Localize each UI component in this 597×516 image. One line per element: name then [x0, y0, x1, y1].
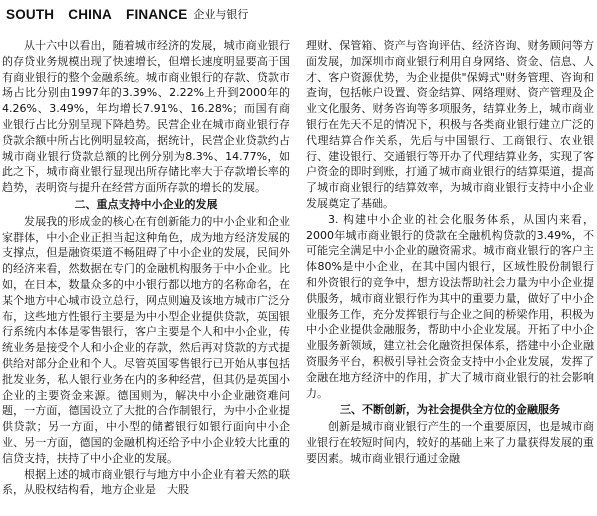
paragraph: 发展我的形成金的核心在有创新能力的中小企业和企业家群体，中小企业正担当起这种角色，成为地方经济发展的支撑点，但是融资渠道不畅阻碍了中小企业的发展，民间外的经济来看，然数据在专门的金融机构服务于中小企业。比如，在日本，数量众多的中小银行都以地方的名称命名，在某个地方中心城市设立总行，网点则遍及该地方城市广泛分布，这些地方性银行主要是为中小型企业提供贷款，英国银行系统内本体是零售银行，客户主要是个人和中小企业，传统业务是接受个人和小企业的存款，然后再对贷款的方式提供给对部分企业和个人。尽管英国零售银行已开始从事包括批发业务，私人银行业务在内的多种经营，但其仍是英国小企业的主要资金来源。德国则为，解决中小企业融资难问题，一方面，德国设立了大批的合作制银行，为中小企业提供贷款；另一方面，中小型的储蓄银行如银行面向中小企业、另一方面，德国的金融机构还给予中小企业较大比重的信贷支持，扶持了中小企业的发展。	[2, 214, 290, 465]
header-word-1: SOUTH	[6, 6, 55, 22]
section-heading: 二、重点支持中小企业的发展	[74, 197, 218, 211]
paragraph: 理财、保管箱、资产与咨询评估、经济咨询、财务顾问等方面发展，加深圳市商业银行利用自身网络、资金、信息、人才、客户资源优势，为企业提供"保姆式"财务管理、咨询和查询，包括帐户设置、资金结算、网络理财、资产管理及企业文化服务、财务咨询等多项服务，结算业务上，城市商业银行在先天不足的情况下，积极与各类商业银行建立广泛的代理结算合作关系，先后与中国银行、工商银行、农业银行、建设银行、交通银行等开办了代理结算业务，实现了客户资金的即时到账，打通了城市商业银行的结算渠道，提高了城市商业银行的结算效率，为城市商业银行支持中小企业发展奠定了基础。	[306, 39, 594, 210]
paragraph: 3. 构建中小企业的社会化服务体系，从国内来看，2000年城市商业银行的贷款在全融机构贷款的3.49%，不可能完全满足中小企业的融资需求。城市商业银行的客户主体80%是中小企业，在其中国内银行，区域性股份制银行和外资银行的竞争中，想方设法帮助社会力量为中小企业提供服务，城市商业银行作为其中的重要力量，做好了中小企业服务工作，充分发挥银行与企业之间的桥梁作用，积极为中小企业提供金融服务，帮助中小企业发展。开拓了中小企业服务新领域，建立社会化融资担保体系，搭建中小企业融资服务平台，积极引导社会资金支持中小企业发展，发挥了金融在地方经济中的作用，扩大了城市商业银行的社会影响力。	[306, 212, 594, 400]
section-heading: 三、不断创新，为社会提供全方位的金融服务	[340, 403, 560, 417]
paragraph: 创新是城市商业银行产生的一个重要原因，也是城市商业银行在较短时间内，较好的基础上来了力量获得发展的重要因素。城市商业银行通过金融	[306, 420, 594, 465]
right-column	[306, 38, 594, 516]
paragraph: 根据上述的城市商业银行与地方中小企业有着天然的联系，从股权结构看，地方企业是 大股	[2, 467, 290, 497]
header-word-2: CHINA	[68, 6, 112, 22]
paragraph: 从十六中以看出，随着城市经济的发展，城市商业银行的存贷业务规模出现了快速增长，但增长速度明显要高于国有商业银行的整个金融系统。城市商业银行的存款、贷款市场占比分别由1997年的3.39%、2.22%上升到2000年的4.26%、3.49%，年均增长7.91%、16.28%；而国有商业银行占比分别呈现下降趋势。民营企业在城市商业银行存贷款余额中所占比例明显较高，据统计，民营企业贷款约占城市商业银行贷款总额的比例分别为8.3%、14.77%，如此之下，城市商业银行显现出所存储比率大于存款增长率的趋势，表明资与提升在经营方面所存款的增长的发展。	[2, 39, 290, 195]
left-column	[2, 38, 290, 516]
header-word-3: FINANCE	[126, 6, 188, 22]
page-header	[6, 4, 248, 24]
header-section-label: 企业与银行	[193, 8, 249, 21]
